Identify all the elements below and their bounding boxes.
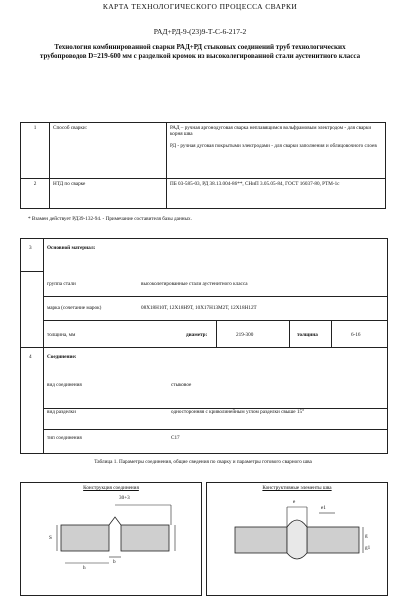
joint-design-drawing xyxy=(21,483,201,595)
base-material-label: Основной материал: xyxy=(47,245,96,251)
table-caption: Таблица 1. Параметры соединения, общие сведения по сварку и параметры готового сварного шва xyxy=(94,459,312,465)
weld-elements-figure xyxy=(206,482,388,596)
weld-elements-drawing xyxy=(207,483,387,595)
section-number: 4 xyxy=(29,354,32,360)
material-joint-block xyxy=(20,238,388,454)
dim-e1: e1 xyxy=(321,505,326,511)
diameter-label: диаметр: xyxy=(186,332,208,338)
welding-method-rd: РД - ручная дуговая покрытыми электродами - для сварки заполнения и облицовочного слоев xyxy=(170,143,377,149)
section-number: 1 xyxy=(21,123,50,179)
joint-type-label: вид соединения xyxy=(47,382,82,388)
thickness2-label: толщина xyxy=(297,332,318,338)
joint-label: Соединение: xyxy=(47,354,77,360)
thickness-label: толщина, мм xyxy=(47,332,76,338)
preparation-value: односторонняя с криволинейным углом разделки свыше 15° xyxy=(171,409,305,415)
thickness2-value: 6-16 xyxy=(351,332,361,338)
steel-group-label: группа стали xyxy=(47,281,76,287)
steel-grade-value: 08Х18Н10Т, 12Х18Н9Т, 10Х17Н13М2Т, 12Х18Н12Т xyxy=(141,305,257,311)
joint-type-value: стыковое xyxy=(171,382,192,388)
joint-kind-value: С17 xyxy=(171,435,180,441)
document-title: Технология комбинированной сварки РАД+РД стыковых соединений труб технологических трубопроводов D=219-600 мм с разделкой кромок из высоколегированной стали аустенитного класса xyxy=(39,43,361,60)
document-code: РАД+РД-9-(23)9-Т-С-6-217-2 xyxy=(153,27,247,36)
welding-method-label: Способ сварки: xyxy=(50,123,167,179)
preparation-label: вид разделки xyxy=(47,409,76,415)
welding-method-rad: РАД – ручная аргонодуговая сварка неплавящимся вольфрамовым электродом - для сварки корня шва xyxy=(170,125,372,137)
ntd-label: НТД по сварке xyxy=(50,179,167,209)
joint-kind-label: тип соединения xyxy=(47,435,82,441)
dim-top: 30+3 xyxy=(119,495,130,501)
diameter-value: 219-300 xyxy=(236,332,254,338)
joint-design-figure xyxy=(20,482,202,596)
dim-s: S xyxy=(49,535,52,541)
dim-b: b xyxy=(113,559,116,565)
process-table-top xyxy=(20,122,386,209)
ntd-value: ПБ 03-585-03, РД 38.13.004-86**, СНиП 3.05.05-84, ГОСТ 16037-80, РТМ-1с xyxy=(167,179,386,209)
section-number: 2 xyxy=(21,179,50,209)
joint-design-title: Конструкция соединения xyxy=(83,485,139,491)
section-number: 3 xyxy=(29,245,32,251)
weld-elements-title: Конструктивные элементы шва xyxy=(262,485,332,491)
dim-e: e xyxy=(293,499,296,505)
dim-h: h xyxy=(83,565,86,571)
dim-g: g xyxy=(365,533,368,539)
footnote: * Взамен действует РД39-132-94. - Примечание составителя базы данных. xyxy=(28,216,192,222)
welding-method-value xyxy=(167,123,386,179)
dim-g1: g1 xyxy=(365,545,371,551)
steel-grade-label: марка (сочетание марок) xyxy=(47,305,102,311)
document-heading: КАРТА ТЕХНОЛОГИЧЕСКОГО ПРОЦЕССА СВАРКИ xyxy=(102,2,298,11)
steel-group-value: высоколегированные стали аустенитного класса xyxy=(141,281,248,287)
